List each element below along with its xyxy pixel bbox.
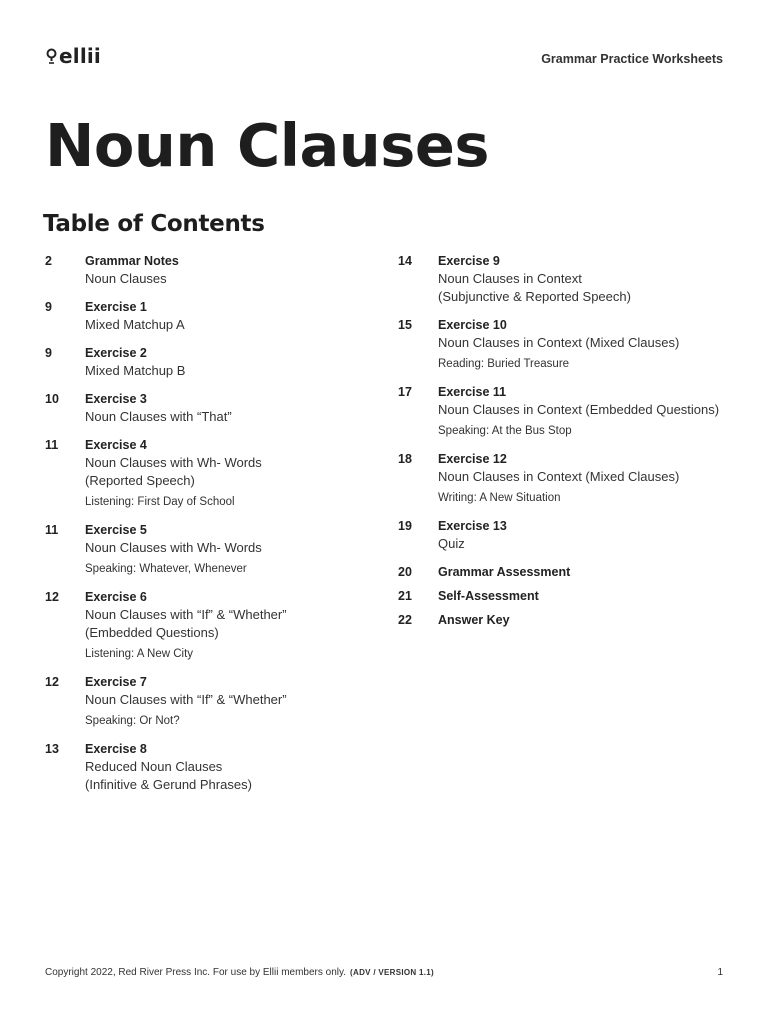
toc-page-number: 12 [45, 590, 59, 604]
toc-entry-activity: Listening: A New City [85, 648, 194, 660]
toc-entry-activity: Writing: A New Situation [438, 492, 561, 504]
lightbulb-icon [46, 48, 57, 65]
toc-entry-title: Exercise 7 [85, 675, 147, 689]
toc-entry-text [85, 252, 365, 288]
toc-page-number: 11 [45, 438, 59, 452]
toc-entry-subtitle: (Reported Speech) [85, 473, 195, 488]
toc-entry-title: Exercise 12 [438, 452, 507, 466]
toc-entry[interactable] [398, 450, 738, 507]
toc-entry-text [438, 252, 738, 306]
toc-entry[interactable] [45, 521, 365, 578]
toc-entry-text [438, 611, 738, 629]
toc-page-number: 15 [398, 318, 412, 332]
toc-entry[interactable] [45, 298, 365, 334]
footer-copyright [45, 967, 434, 978]
toc-entry[interactable] [398, 252, 738, 306]
toc-entry-title: Exercise 4 [85, 438, 147, 452]
toc-entry-title: Self-Assessment [438, 589, 539, 603]
toc-entry-subtitle: Mixed Matchup A [85, 317, 185, 332]
toc-page-number: 19 [398, 519, 412, 533]
toc-entry-text [85, 673, 365, 730]
toc-page-number: 10 [45, 392, 59, 406]
toc-entry[interactable] [45, 252, 365, 288]
toc-entry-subtitle: Noun Clauses [85, 271, 167, 286]
toc-page-number: 18 [398, 452, 412, 466]
version-label: (ADV / VERSION 1.1) [350, 968, 434, 977]
toc-page-number: 2 [45, 254, 52, 268]
toc-entry[interactable] [398, 587, 738, 605]
toc-entry-subtitle: Mixed Matchup B [85, 363, 186, 378]
toc-entry-activity: Speaking: Whatever, Whenever [85, 563, 247, 575]
toc-entry[interactable] [45, 740, 365, 794]
toc-entry-title: Exercise 5 [85, 523, 147, 537]
ellii-logo [46, 44, 101, 68]
toc-page-number: 20 [398, 565, 412, 579]
toc-entry-title: Exercise 13 [438, 519, 507, 533]
toc-entry-text [438, 587, 738, 605]
toc-entry-subtitle: Quiz [438, 536, 465, 551]
toc-entry-activity: Speaking: Or Not? [85, 715, 180, 727]
toc-entry[interactable] [45, 390, 365, 426]
toc-entry-text [85, 588, 365, 663]
toc-entry-subtitle: (Subjunctive & Reported Speech) [438, 289, 631, 304]
toc-entry-text [85, 740, 365, 794]
toc-entry-subtitle: Noun Clauses in Context [438, 271, 582, 286]
toc-entry[interactable] [398, 563, 738, 581]
toc-heading: Table of Contents [43, 211, 265, 237]
toc-entry-text [438, 450, 738, 507]
toc-entry-text [438, 563, 738, 581]
toc-page-number: 12 [45, 675, 59, 689]
toc-entry-text [85, 344, 365, 380]
toc-entry-subtitle: Noun Clauses with “If” & “Whether” [85, 607, 287, 622]
toc-entry-activity: Listening: First Day of School [85, 496, 235, 508]
toc-entry[interactable] [45, 436, 365, 511]
toc-page-number: 9 [45, 346, 52, 360]
toc-entry-title: Exercise 10 [438, 318, 507, 332]
toc-entry-subtitle: (Embedded Questions) [85, 625, 219, 640]
toc-entry[interactable] [45, 344, 365, 380]
toc-page-number: 14 [398, 254, 412, 268]
toc-entry[interactable] [45, 588, 365, 663]
toc-entry-title: Exercise 6 [85, 590, 147, 604]
toc-entry-subtitle: Noun Clauses with Wh- Words [85, 455, 262, 470]
toc-entry-activity: Reading: Buried Treasure [438, 358, 570, 370]
toc-entry-subtitle: Reduced Noun Clauses [85, 759, 223, 774]
page-title: Noun Clauses [45, 111, 490, 180]
toc-page-number: 11 [45, 523, 59, 537]
toc-entry-subtitle: Noun Clauses in Context (Embedded Questions) [438, 402, 720, 417]
toc-page-number: 22 [398, 613, 412, 627]
series-title: Grammar Practice Worksheets [541, 52, 723, 66]
page-number: 1 [717, 967, 723, 978]
toc-entry-subtitle: Noun Clauses with Wh- Words [85, 540, 262, 555]
toc-entry-subtitle: Noun Clauses in Context (Mixed Clauses) [438, 469, 680, 484]
toc-entry[interactable] [398, 517, 738, 553]
toc-entry-subtitle: (Infinitive & Gerund Phrases) [85, 777, 252, 792]
toc-column-left [45, 252, 365, 794]
toc-page-number: 9 [45, 300, 52, 314]
toc-entry-title: Exercise 3 [85, 392, 147, 406]
toc-entry-subtitle: Noun Clauses with “That” [85, 409, 232, 424]
toc-entry-title: Grammar Notes [85, 254, 179, 268]
toc-entry-subtitle: Noun Clauses with “If” & “Whether” [85, 692, 287, 707]
toc-entry-text [85, 521, 365, 578]
toc-entry-activity: Speaking: At the Bus Stop [438, 425, 572, 437]
toc-entry-text [438, 316, 738, 373]
toc-entry-title: Exercise 2 [85, 346, 147, 360]
copyright-text: Copyright 2022, Red River Press Inc. For use by Ellii members only. [45, 967, 347, 978]
toc-entry-title: Exercise 11 [438, 385, 507, 399]
toc-entry-title: Exercise 9 [438, 254, 500, 268]
toc-entry-text [85, 298, 365, 334]
toc-page-number: 21 [398, 589, 412, 603]
toc-entry-text [85, 436, 365, 511]
toc-entry[interactable] [398, 383, 738, 440]
toc-page-number: 13 [45, 742, 59, 756]
toc-entry[interactable] [398, 611, 738, 629]
toc-entry[interactable] [398, 316, 738, 373]
toc-column-right [398, 252, 738, 629]
toc-page-number: 17 [398, 385, 412, 399]
toc-entry-title: Answer Key [438, 613, 510, 627]
toc-entry[interactable] [45, 673, 365, 730]
toc-entry-text [85, 390, 365, 426]
toc-entry-title: Grammar Assessment [438, 565, 571, 579]
toc-entry-text [438, 383, 738, 440]
toc-entry-title: Exercise 8 [85, 742, 147, 756]
toc-entry-title: Exercise 1 [85, 300, 147, 314]
toc-entry-subtitle: Noun Clauses in Context (Mixed Clauses) [438, 335, 680, 350]
logo-text: ellii [59, 44, 101, 68]
toc-entry-text [438, 517, 738, 553]
